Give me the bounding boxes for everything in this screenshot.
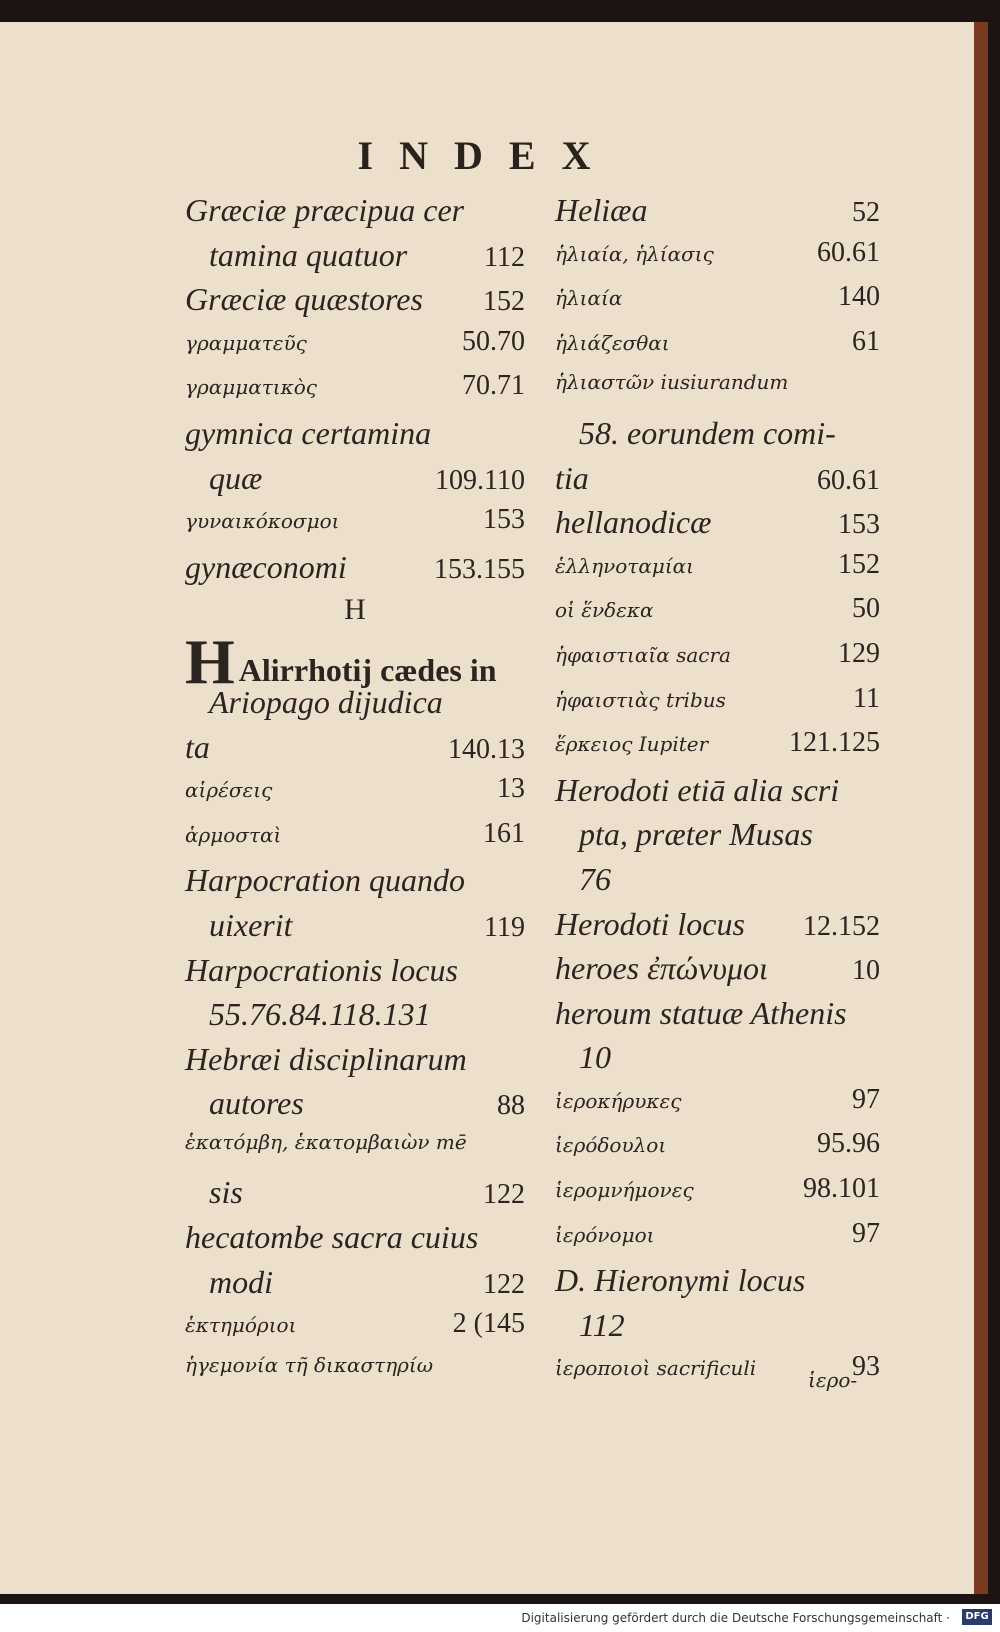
index-entry [555, 1039, 880, 1084]
index-entry [555, 638, 880, 683]
index-entry-page: 153.155 [434, 553, 525, 585]
index-entry [185, 773, 525, 818]
index-entry-page: 161 [483, 817, 525, 849]
index-entry-page: 98.101 [803, 1173, 880, 1205]
index-entry-page: 109.110 [435, 464, 525, 496]
index-entry [185, 415, 525, 460]
dfg-logo: DFG [962, 1609, 992, 1625]
index-entry-page: 95.96 [817, 1128, 880, 1160]
footer-credit: Digitalisierung gefördert durch die Deutsche Forschungsgemeinschaft · [0, 1604, 1000, 1632]
index-entry [185, 684, 525, 729]
index-entry-page: 11 [853, 682, 880, 714]
index-entry-page: 153 [483, 504, 525, 536]
index-entry-page: 52 [852, 197, 880, 228]
index-entry-text: Harpocrationis locus [185, 951, 458, 988]
index-entry-text: ἱεροκήρυκες [555, 1088, 682, 1113]
index-entry-page: 60.61 [817, 464, 880, 496]
index-entry-page: 13 [497, 773, 525, 805]
index-entry-text: γραμματικὸς [185, 375, 317, 400]
catchword: ἱερο- [808, 1368, 858, 1392]
index-entry-page: 97 [852, 1083, 880, 1115]
index-entry-page: 97 [852, 1217, 880, 1249]
index-entry-text: Hebræi disciplinarum [185, 1040, 467, 1077]
index-entry-text: ἱεροποιοὶ sacrificuli [555, 1356, 757, 1381]
index-entry [185, 729, 525, 774]
index-entry-page: 122 [483, 1268, 525, 1300]
index-entry [555, 727, 880, 772]
index-entry-text: οἱ ἕνδεκα [555, 598, 654, 623]
index-entry-text: modi [209, 1263, 273, 1300]
index-entry-text: tia [555, 459, 589, 496]
index-entry-text: hecatombe sacra cuius [185, 1219, 479, 1256]
index-entry-text: 76 [579, 860, 611, 897]
index-entry [555, 370, 880, 415]
index-entry-page: 152 [483, 286, 525, 318]
index-entry [185, 326, 525, 371]
index-entry-text: heroes ἐπώνυμοι [555, 950, 768, 987]
index-entry [185, 1264, 525, 1309]
index-entry [555, 593, 880, 638]
index-entry [555, 281, 880, 326]
index-entry [185, 504, 525, 549]
index-entry-text: Ariopago dijudica [209, 683, 443, 720]
index-entry-page: 12.152 [803, 910, 880, 942]
index-entry-text: D. Hieronymi locus [555, 1262, 806, 1299]
index-entry [555, 1084, 880, 1129]
index-entry-page: 61 [852, 325, 880, 357]
index-entry-text: ἑκατόμβη, ἑκατομβαιὼν mē [185, 1129, 467, 1154]
index-entry [185, 1085, 525, 1130]
index-entry-text: ἱερομνήμονες [555, 1178, 694, 1203]
drop-cap: H [185, 625, 235, 697]
index-entry-text: H [344, 593, 366, 627]
index-entry-text: ἱερόδουλοι [555, 1133, 667, 1158]
index-entry-text: pta, præter Musas [579, 816, 813, 853]
index-entry [185, 1308, 525, 1353]
index-entry [555, 1173, 880, 1218]
index-entry [555, 1307, 880, 1352]
index-entry [555, 950, 880, 995]
index-entry-text: ἡλιαία, ἡλίασις [555, 241, 714, 266]
index-entry-text: gynæconomi [185, 548, 347, 585]
index-entry-text: hellanodicæ [555, 504, 712, 541]
book-page [0, 22, 988, 1594]
index-entry-text: ta [185, 728, 210, 765]
index-entry [185, 952, 525, 997]
index-entry-text: Græciæ quæstores [185, 281, 423, 318]
index-entry [555, 861, 880, 906]
index-entry-text: 58. eorundem comi- [579, 414, 836, 451]
index-entry [185, 192, 525, 237]
index-entry [555, 772, 880, 817]
index-entry [185, 1219, 525, 1264]
index-entry-text: γραμματεῦς [185, 330, 307, 355]
index-entry-page: 112 [484, 241, 525, 273]
index-entry [185, 907, 525, 952]
index-entry-text: ἕρκειος Iupiter [555, 732, 709, 757]
index-entry-text: Herodoti locus [555, 905, 745, 942]
index-entry [185, 625, 497, 697]
index-entry-page: 93 [852, 1351, 880, 1383]
index-entry [185, 1130, 525, 1175]
index-entry-page: 60.61 [817, 236, 880, 268]
index-entry-text: ἡλιαία [555, 286, 623, 311]
index-entry-text: gymnica certamina [185, 414, 432, 451]
index-entry-page: 50.70 [462, 325, 525, 357]
index-entry-page: 140.13 [448, 733, 525, 765]
index-entry-text: heroum statuæ Athenis [555, 994, 847, 1031]
index-entry-text: ἑκτημόριοι [185, 1313, 297, 1338]
index-entry [185, 1353, 525, 1398]
index-entry-text: Herodoti etiā alia scri [555, 771, 840, 808]
index-entry [555, 192, 880, 237]
index-entry-text: 10 [579, 1039, 611, 1076]
index-entry-page: 153 [838, 509, 880, 541]
right-index-column [555, 192, 880, 1396]
index-entry-text: ἡλιάζεσθαι [555, 330, 670, 355]
index-entry-page: 129 [838, 637, 880, 669]
index-entry-text: quæ [209, 459, 263, 496]
index-entry-text: Heliæa [555, 192, 648, 228]
index-entry-text: ἑλληνοταμίαι [555, 553, 695, 578]
index-entry-page: 119 [484, 911, 525, 943]
index-entry-text: ἡφαιστιαῖα sacra [555, 642, 731, 667]
index-entry [185, 593, 525, 638]
index-entry-text: ἡλιαστῶν iusiurandum [555, 370, 789, 395]
index-entry [555, 326, 880, 371]
index-entry [185, 1174, 525, 1219]
index-entry-page: 152 [838, 548, 880, 580]
index-entry [185, 862, 525, 907]
index-entry [185, 1041, 525, 1086]
index-entry-text: αἱρέσεις [185, 778, 273, 803]
index-entry [555, 504, 880, 549]
index-entry-page: 121.125 [789, 727, 880, 759]
index-entry [555, 683, 880, 728]
index-entry-text: autores [209, 1085, 304, 1122]
index-entry [555, 1262, 880, 1307]
page-title: INDEX [357, 133, 617, 178]
index-entry-text: γυναικόκοσμοι [185, 509, 340, 534]
index-entry-text: ἡγεμονία τῆ δικαστηρίω [185, 1352, 434, 1377]
index-entry-text: tamina quatuor [209, 236, 408, 273]
index-entry [185, 996, 525, 1041]
index-entry [555, 415, 880, 460]
index-entry [185, 370, 525, 415]
index-entry-page: 140 [838, 281, 880, 313]
left-index-column [185, 192, 525, 1397]
index-entry-text: Græciæ præcipua cer [185, 192, 465, 228]
index-entry [555, 906, 880, 951]
index-entry-text: ἱερόνομοι [555, 1222, 655, 1247]
index-entry-text: Harpocration quando [185, 862, 465, 899]
index-entry [185, 818, 525, 863]
index-entry-page: 88 [497, 1090, 525, 1122]
index-entry [555, 460, 880, 505]
index-entry-text: 112 [579, 1306, 625, 1343]
index-entry-text: H Alirrhotij cædes in [185, 625, 497, 697]
index-entry [555, 1128, 880, 1173]
index-entry [185, 460, 525, 505]
index-entry-text: ἁρμοσταὶ [185, 822, 282, 847]
index-entry-page: 2 (145 [452, 1308, 525, 1340]
index-entry [555, 549, 880, 594]
index-entry [185, 237, 525, 282]
index-entry-page: 10 [852, 955, 880, 987]
index-entry [185, 549, 525, 594]
index-entry [555, 237, 880, 282]
index-entry [555, 995, 880, 1040]
index-entry-page: 70.71 [462, 370, 525, 402]
index-entry-text: 55.76.84.118.131 [209, 996, 431, 1033]
index-entry [555, 816, 880, 861]
index-entry-text: uixerit [209, 906, 293, 943]
index-entry-text: sis [209, 1174, 243, 1211]
index-entry [185, 281, 525, 326]
index-entry-text: ἡφαιστιὰς tribus [555, 687, 726, 712]
index-entry [555, 1218, 880, 1263]
index-entry-page: 50 [852, 593, 880, 625]
index-entry-page: 122 [483, 1179, 525, 1211]
